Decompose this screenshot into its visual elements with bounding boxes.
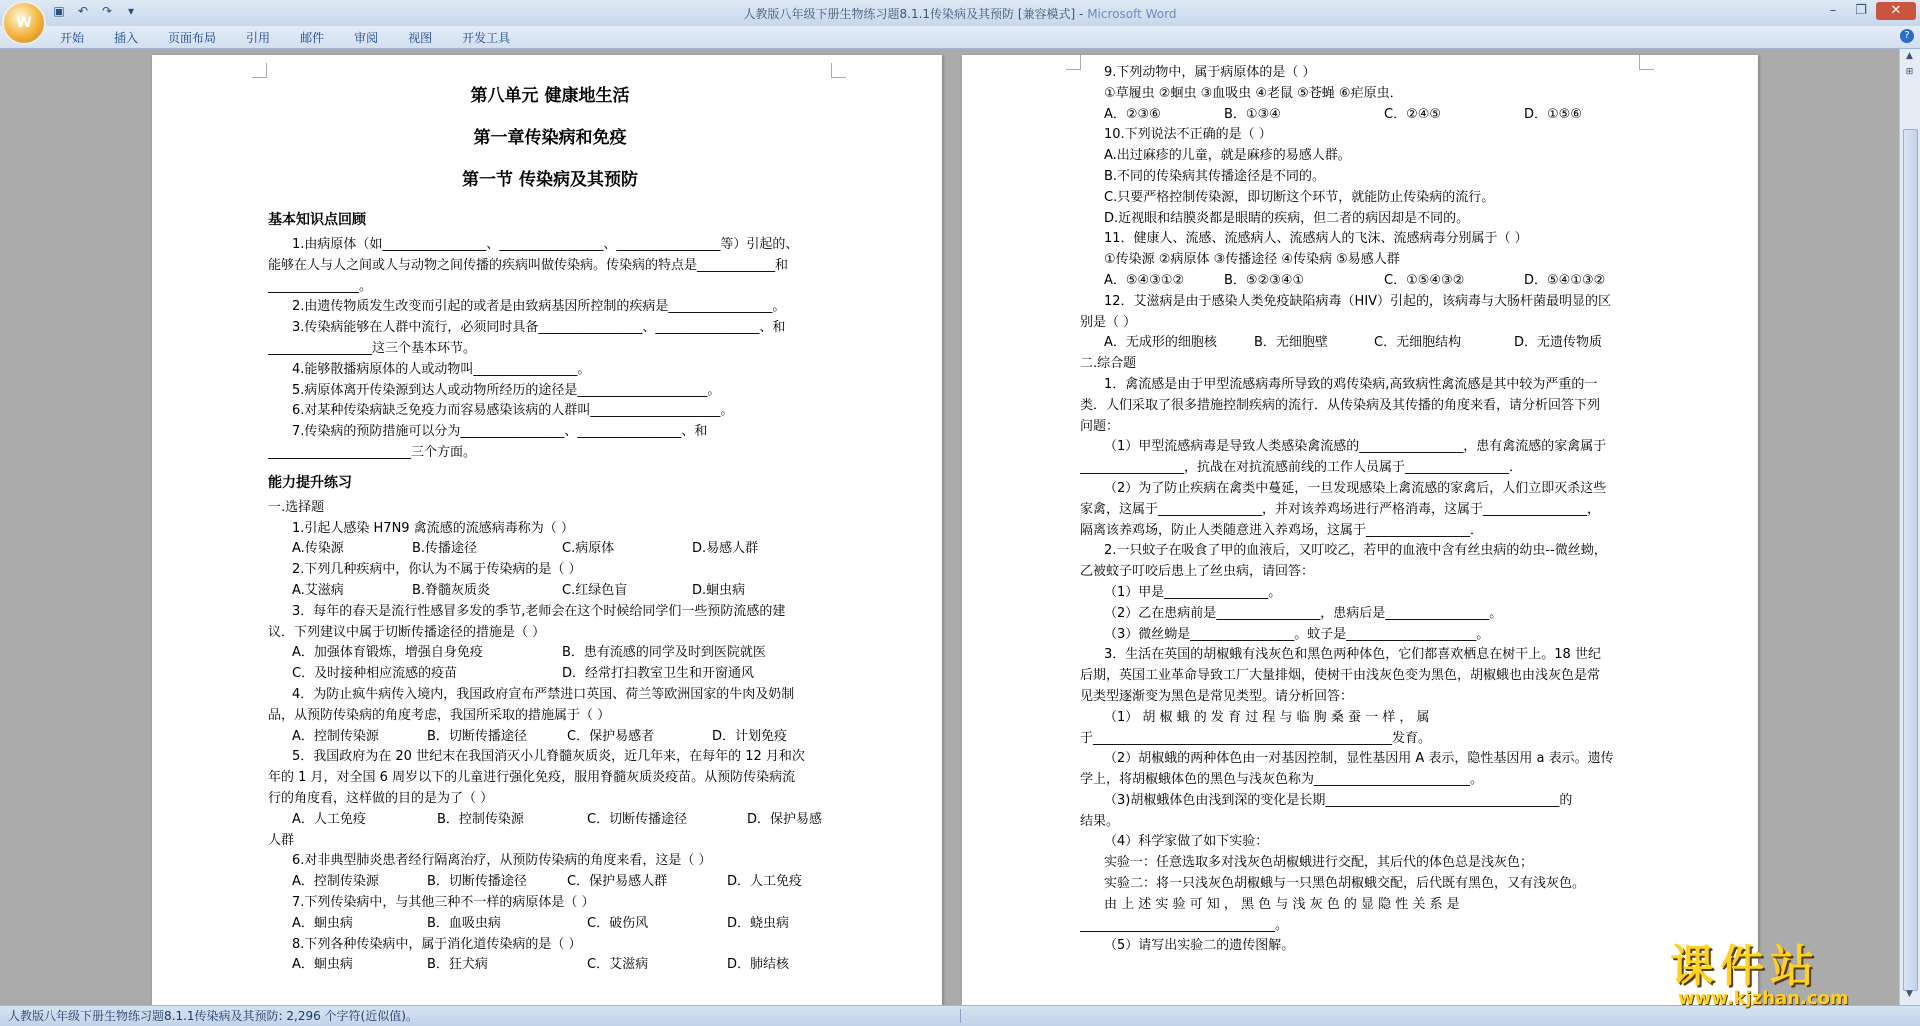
- options-row: [268, 664, 832, 685]
- options-row: [268, 727, 832, 748]
- option: A.传染源: [292, 541, 344, 557]
- paragraph: 结果。: [1080, 813, 1120, 829]
- redo-icon[interactable]: ↷: [101, 4, 113, 18]
- option: C.只要严格控制传染源，即切断这个环节，就能防止传染病的流行。: [1104, 189, 1495, 205]
- option: A．蛔虫病: [292, 957, 353, 973]
- options-row: [1080, 333, 1644, 354]
- paragraph: ______________。: [268, 278, 373, 294]
- tab-developer[interactable]: 开发工具: [462, 31, 511, 45]
- option: D．①⑤⑥: [1524, 106, 1582, 122]
- save-icon[interactable]: ▣: [53, 4, 65, 18]
- tab-home[interactable]: 开始: [60, 31, 85, 45]
- option: B．狂犬病: [427, 957, 488, 973]
- right-page-text: [1080, 63, 1644, 957]
- paragraph: 2.一只蚊子在吸食了甲的血液后，又叮咬乙，若甲的血液中含有丝虫病的幼虫--微丝蚴，: [1104, 543, 1607, 559]
- option: A.艾滋病: [292, 582, 344, 598]
- options-row: [268, 914, 832, 935]
- document-title: 人教版八年级下册生物练习题8.1.1传染病及其预防 [兼容模式] -: [743, 7, 1088, 21]
- option: C．保护易感者: [567, 728, 655, 744]
- crop-mark: [831, 63, 846, 78]
- paragraph: 1．禽流感是由于甲型流感病毒所导致的鸡传染病,高致病性禽流感是其中较为严重的一: [1104, 376, 1598, 392]
- title-bar: [0, 0, 1920, 31]
- tab-review[interactable]: 审阅: [354, 31, 379, 45]
- paragraph: （1）甲型流感病毒是导致人类感染禽流感的________________，患有禽流感的家禽属于: [1104, 439, 1607, 455]
- crop-mark: [1066, 55, 1081, 70]
- scroll-thumb[interactable]: [1903, 129, 1918, 991]
- question: 3．每年的春天是流行性感冒多发的季节,老师会在这个时候给同学们一些预防流感的建: [292, 603, 786, 619]
- paragraph: ________________这三个基本环节。: [268, 340, 477, 356]
- option: B．控制传染源: [437, 811, 524, 827]
- paragraph: （1）甲是________________。: [1104, 584, 1282, 600]
- customize-toolbar-icon[interactable]: ▾: [127, 4, 135, 18]
- ribbon-tab-bar: [0, 26, 1920, 49]
- option: D．蛲虫病: [727, 915, 790, 931]
- tab-insert[interactable]: 插入: [114, 31, 139, 45]
- paragraph: （2）为了防止疾病在禽类中蔓延，一旦发现感染上禽流感的家禽后，人们立即灭杀这些: [1104, 480, 1607, 496]
- option: A．加强体育锻炼，增强自身免疫: [292, 645, 483, 661]
- option: C．艾滋病: [587, 957, 649, 973]
- app-name: Microsoft Word: [1087, 7, 1177, 21]
- option: D．⑤④①③②: [1524, 272, 1606, 288]
- option: D．保护易感: [747, 811, 823, 827]
- ruler-toggle-icon[interactable]: ⊞: [1905, 67, 1914, 77]
- question: 4．为防止疯牛病传入境内，我国政府宣布严禁进口英国、荷兰等欧洲国家的牛肉及奶制: [292, 686, 795, 702]
- option: A．控制传染源: [292, 874, 379, 890]
- option: B.脊髓灰质炎: [412, 582, 491, 598]
- paragraph: （3)胡椒蛾体色由浅到深的变化是长期____________________________________的: [1104, 792, 1573, 808]
- options-row: [268, 872, 832, 893]
- option: A．控制传染源: [292, 728, 379, 744]
- option: A．②③⑥: [1104, 106, 1161, 122]
- part-label: 一.选择题: [268, 499, 325, 515]
- option: D．肺结核: [727, 957, 790, 973]
- options-row: [268, 955, 832, 976]
- option: A.出过麻疹的儿童，就是麻疹的易感人群。: [1104, 148, 1351, 164]
- options-row: [268, 810, 832, 831]
- close-icon[interactable]: ✕: [1876, 2, 1916, 20]
- option: C．保护易感人群: [567, 874, 668, 890]
- paragraph: 见类型逐渐变为黑色是常见类型。请分析回答：: [1080, 688, 1354, 704]
- question: 人群: [268, 832, 295, 848]
- paragraph: 6.对某种传染病缺乏免疫力而容易感染该病的人群叫____________________。: [292, 403, 734, 419]
- option: C．破伤风: [587, 915, 649, 931]
- paragraph: ______________________________。: [1080, 917, 1289, 933]
- option: B．切断传播途径: [427, 874, 527, 890]
- paragraph: （4）科学家做了如下实验：: [1104, 834, 1269, 850]
- question: 2.下列几种疾病中，你认为不属于传染病的是（ ）: [292, 562, 582, 578]
- option: B.传播途径: [412, 541, 478, 557]
- paragraph: 家禽，这属于________________，并对该养鸡场进行严格消毒，这属于________________，: [1080, 501, 1601, 517]
- option: D．经常打扫教室卫生和开窗通风: [562, 666, 755, 682]
- option: C.红绿色盲: [562, 582, 628, 598]
- options-row: [1080, 105, 1644, 126]
- option: C．无细胞结构: [1374, 335, 1462, 351]
- paragraph: 3.传染病能够在人群中流行，必须同时具备________________、________________、和: [292, 320, 786, 336]
- option: B.不同的传染病其传播途径是不同的。: [1104, 168, 1326, 184]
- options-row: [268, 539, 832, 560]
- option: D．无遗传物质: [1514, 335, 1603, 351]
- option: B．切断传播途径: [427, 728, 527, 744]
- crop-mark: [252, 63, 267, 78]
- vertical-scrollbar[interactable]: [1899, 49, 1920, 1005]
- paragraph: 乙被蚊子叮咬后患上了丝虫病，请回答：: [1080, 564, 1315, 580]
- section-title: 第一节 传染病及其预防: [462, 170, 638, 190]
- tab-references[interactable]: 引用: [246, 31, 271, 45]
- paragraph: 由 上 述 实 验 可 知 ， 黑 色 与 浅 灰 色 的 显 隐 性 关 系 是: [1104, 896, 1460, 912]
- question: 11．健康人、流感、流感病人、流感病人的飞沫、流感病毒分别属于（ ）: [1104, 231, 1528, 247]
- paragraph: 能够在人与人之间或人与动物之间传播的疾病叫做传染病。传染病的特点是____________和: [268, 257, 789, 273]
- option: B．患有流感的同学及时到医院就医: [562, 645, 766, 661]
- options-row: [268, 581, 832, 602]
- paragraph: （5）请写出实验二的遗传图解。: [1104, 938, 1295, 954]
- paragraph: （2）胡椒蛾的两种体色由一对基因控制，显性基因用 A 表示，隐性基因用 a 表示。遗传: [1104, 751, 1614, 767]
- option: D．计划免疫: [712, 728, 788, 744]
- question: 6.对非典型肺炎患者经行隔离治疗，从预防传染病的角度来看，这是（ ）: [292, 853, 712, 869]
- question: 8.下列各种传染病中，属于消化道传染病的是（ ）: [292, 936, 582, 952]
- question: 品，从预防传染病的角度考虑，我国所采取的措施属于（ ）: [268, 707, 611, 723]
- tab-mailings[interactable]: 邮件: [300, 31, 325, 45]
- status-divider: [960, 1009, 961, 1023]
- question: 12．艾滋病是由于感染人类免疫缺陷病毒（HIV）引起的，该病毒与大肠杆菌最明显的区: [1104, 293, 1612, 309]
- option: B．血吸虫病: [427, 915, 501, 931]
- left-page-text: [268, 75, 832, 976]
- watermark-logo: [1670, 930, 1910, 1025]
- question: 年的 1 月，对全国 6 周岁以下的儿童进行强化免疫，服用脊髓灰质炎疫苗。从预防传染病流: [268, 770, 796, 786]
- status-text: 人教版八年级下册生物练习题8.1.1传染病及其预防: 2,296 个字符(近似值)。: [8, 1009, 418, 1023]
- question: ①草履虫 ②蛔虫 ③血吸虫 ④老鼠 ⑤苍蝇 ⑥疟原虫．: [1104, 85, 1403, 101]
- unit-title: 第八单元 健康地生活: [470, 86, 630, 106]
- option: A．⑤④③①②: [1104, 272, 1185, 288]
- tab-view[interactable]: 视图: [408, 31, 433, 45]
- logo-url: www.kjzhan.com: [1678, 988, 1849, 1009]
- paragraph: 7.传染病的预防措施可以分为________________、________________、和: [292, 424, 708, 440]
- paragraph: 4.能够散播病原体的人或动物叫________________。: [292, 361, 591, 377]
- logo-name: 课件站: [1670, 941, 1820, 992]
- page-right[interactable]: [962, 55, 1758, 1005]
- paragraph: 3．生活在英国的胡椒蛾有浅灰色和黑色两种体色，它们都喜欢栖息在树干上。18 世纪: [1104, 647, 1601, 663]
- option: B．⑤②③④①: [1224, 272, 1305, 288]
- paragraph: 后期，英国工业革命导致工厂大量排烟，使树干由浅灰色变为黑色，胡椒蛾也由浅灰色是常: [1080, 668, 1601, 684]
- paragraph: （2）乙在患病前是________________，患病后是________________。: [1104, 605, 1503, 621]
- chapter-title: 第一章传染病和免疫: [473, 128, 627, 148]
- paragraph: （1） 胡 椒 蛾 的 发 育 过 程 与 临 朐 桑 蚕 一 样 ， 属: [1104, 709, 1430, 725]
- question: 别是（ ）: [1080, 314, 1137, 330]
- option: A．无成形的细胞核: [1104, 335, 1217, 351]
- paragraph: 实验一：任意选取多对浅灰色胡椒蛾进行交配，其后代的体色总是浅灰色；: [1104, 855, 1534, 871]
- question: 行的角度看，这样做的目的是为了（ ）: [268, 790, 494, 806]
- scroll-down-icon[interactable]: ▼: [1906, 989, 1913, 999]
- option: A．人工免疫: [292, 811, 366, 827]
- scroll-up-icon[interactable]: ▲: [1906, 51, 1913, 61]
- part-label: 二.综合题: [1080, 356, 1137, 372]
- paragraph: 于______________________________________________发育。: [1080, 730, 1432, 746]
- window-title: [0, 5, 1920, 22]
- paragraph: （3）微丝蚴是________________。蚊子是____________________。: [1104, 626, 1490, 642]
- question: 1.引起人感染 H7N9 禽流感的流感病毒称为（ ）: [292, 520, 574, 536]
- option: C．及时接种相应流感的疫苗: [292, 666, 458, 682]
- question: 7.下列传染病中，与其他三种不一样的病原体是（ ）: [292, 894, 595, 910]
- option: A．蛔虫病: [292, 915, 353, 931]
- option: D.蛔虫病: [692, 582, 746, 598]
- paragraph: 1.由病原体（如________________、________________、________________等）引起的、: [292, 237, 799, 252]
- question: 9.下列动物中，属于病原体的是（ ）: [1104, 65, 1316, 80]
- page-left[interactable]: [152, 55, 942, 1005]
- undo-icon[interactable]: ↶: [77, 4, 89, 18]
- maximize-icon[interactable]: ❐: [1855, 3, 1867, 18]
- heading-practice: 能力提升练习: [268, 474, 352, 491]
- question: 10.下列说法不正确的是（ ）: [1104, 127, 1272, 143]
- question: ①传染源 ②病原体 ③传播途径 ④传染病 ⑤易感人群: [1104, 252, 1400, 268]
- option: C．②④⑤: [1384, 106, 1442, 122]
- minimize-icon[interactable]: –: [1829, 3, 1837, 18]
- option: D.近视眼和结膜炎都是眼睛的疾病，但二者的病因却是不同的。: [1104, 210, 1470, 226]
- heading-basic-review: 基本知识点回顾: [268, 212, 366, 228]
- paragraph: 类．人们采取了很多措施控制疾病的流行．从传染病及其传播的角度来看，请分析回答下列: [1080, 397, 1601, 413]
- question: 5．我国政府为在 20 世纪末在我国消灭小儿脊髓灰质炎，近几年来，在每年的 12 月和次: [292, 749, 805, 765]
- paragraph: ______________________三个方面。: [268, 444, 477, 460]
- options-row: [268, 643, 832, 664]
- paragraph: ________________，抗战在对抗流感前线的工作人员属于________________．: [1080, 460, 1523, 476]
- option: D．人工免疫: [727, 874, 803, 890]
- paragraph: 学上，将胡椒蛾体色的黑色与浅灰色称为________________________。: [1080, 772, 1484, 788]
- paragraph: 5.病原体离开传染源到达人或动物所经历的途径是____________________。: [292, 382, 721, 398]
- paragraph: 隔离该养鸡场，防止人类随意进入养鸡场，这属于________________．: [1080, 522, 1484, 538]
- paragraph: 实验二：将一只浅灰色胡椒蛾与一只黑色胡椒蛾交配，后代既有黑色，又有浅灰色。: [1104, 876, 1586, 892]
- office-button[interactable]: W: [4, 3, 44, 43]
- option: C．①⑤④③②: [1384, 272, 1465, 288]
- status-bar: [0, 1005, 1920, 1026]
- option: C．切断传播途径: [587, 811, 688, 827]
- option: C.病原体: [562, 541, 615, 557]
- tab-page-layout[interactable]: 页面布局: [168, 31, 217, 45]
- question: 议．下列建议中属于切断传播途径的措施是（ ）: [268, 624, 546, 640]
- options-row: [1080, 271, 1644, 292]
- option: B．①③④: [1224, 106, 1281, 122]
- document-area[interactable]: [0, 49, 1900, 1005]
- paragraph: 2.由遗传物质发生改变而引起的或者是由致病基因所控制的疾病是________________。: [292, 299, 786, 315]
- window-controls: [1820, 2, 1916, 20]
- option: B．无细胞壁: [1254, 335, 1328, 351]
- help-icon[interactable]: ?: [1900, 29, 1914, 43]
- paragraph: 问题：: [1080, 418, 1120, 434]
- option: D.易感人群: [692, 541, 759, 557]
